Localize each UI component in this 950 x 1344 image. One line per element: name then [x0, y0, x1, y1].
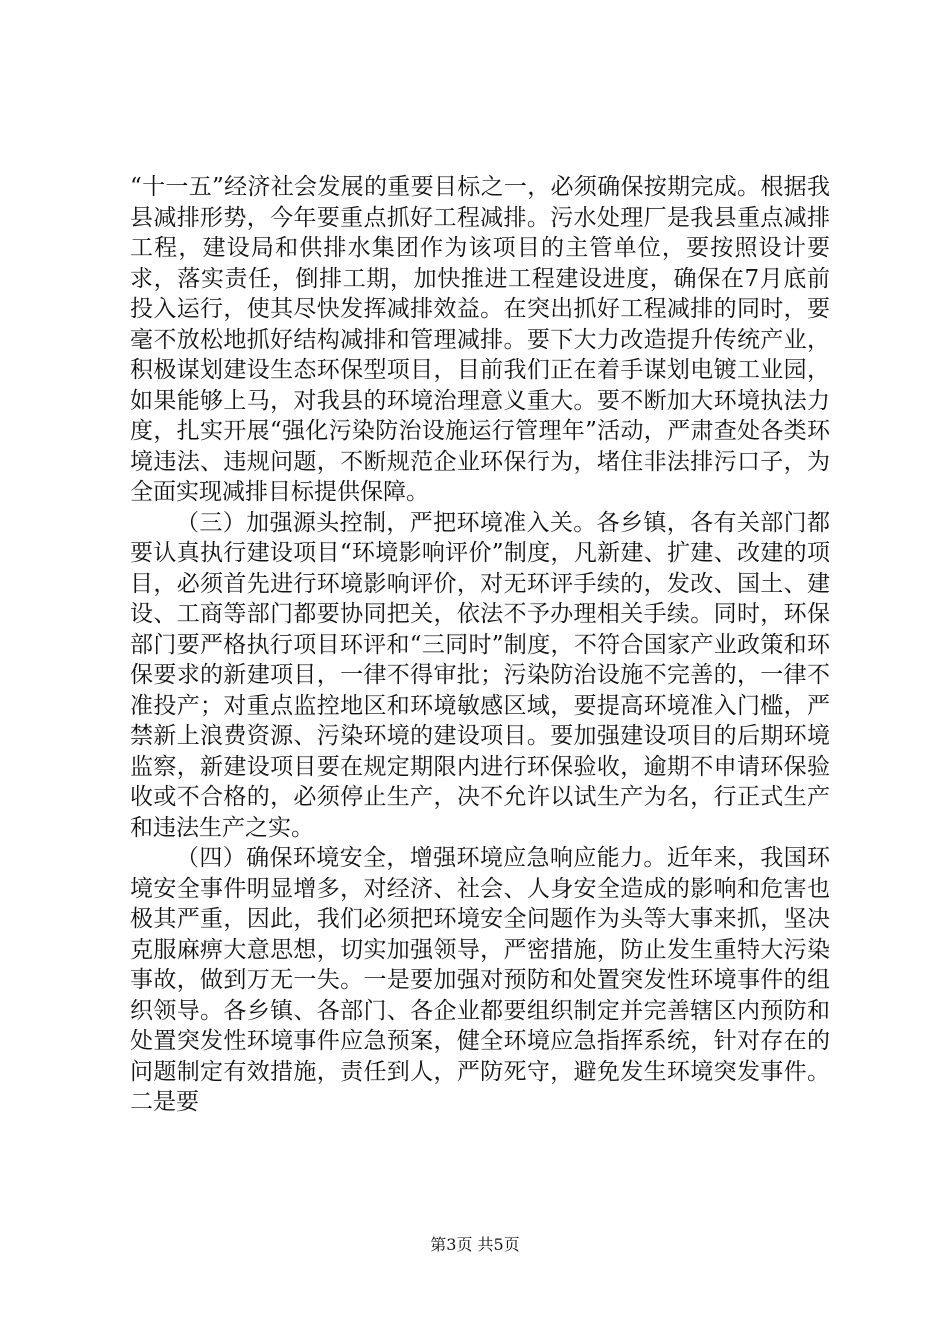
document-body [130, 172, 830, 1118]
page-footer: 第3页 共5页 [430, 1235, 520, 1254]
paragraph-1: “十一五”经济社会发展的重要目标之一，必须确保按期完成。根据我县减排形势，今年要重点抓好工程减排。污水处理厂是我县重点减排工程，建设局和供排水集团作为该项目的主管单位，要按照设计要求，落实责任，倒排工期，加快推进工程建设进度，确保在7月底前投入运行，使其尽快发挥减排效益。在突出抓好工程减排的同时，要毫不放松地抓好结构减排和管理减排。要下大力改造提升传统产业，积极谋划建设生态环保型项目，目前我们正在着手谋划电镀工业园，如果能够上马，对我县的环境治理意义重大。要不断加大环境执法力度，扎实开展“强化污染防治设施运行管理年”活动，严肃查处各类环境违法、违规问题，不断规范企业环保行为，堵住非法排污口子，为全面实现减排目标提供保障。 [130, 174, 830, 505]
paragraph-3: （四）确保环境安全，增强环境应急响应能力。近年来，我国环境安全事件明显增多，对经济、社会、人身安全造成的影响和危害也极其严重，因此，我们必须把环境安全问题作为头等大事来抓，坚决克服麻痹大意思想，切实加强领导，严密措施，防止发生重特大污染事故，做到万无一失。一是要加强对预防和处置突发性环境事件的组织领导。各乡镇、各部门、各企业都要组织制定并完善辖区内预防和处置突发性环境事件应急预案，健全环境应急指挥系统，针对存在的问题制定有效措施，责任到人，严防死守，避免发生环境突发事件。二是要 [130, 845, 830, 1115]
paragraph-2: （三）加强源头控制，严把环境准入关。各乡镇，各有关部门都要认真执行建设项目“环境影响评价”制度，凡新建、扩建、改建的项目，必须首先进行环境影响评价，对无环评手续的，发改、国土、建设、工商等部门都要协同把关，依法不予办理相关手续。同时，环保部门要严格执行项目环评和“三同时”制度，不符合国家产业政策和环保要求的新建项目，一律不得审批；污染防治设施不完善的，一律不准投产；对重点监控地区和环境敏感区域，要提高环境准入门槛，严禁新上浪费资源、污染环境的建设项目。要加强建设项目的后期环境监察，新建设项目要在规定期限内进行环保验收，逾期不申请环保验收或不合格的，必须停止生产，决不允许以试生产为名，行正式生产和违法生产之实。 [130, 509, 830, 841]
